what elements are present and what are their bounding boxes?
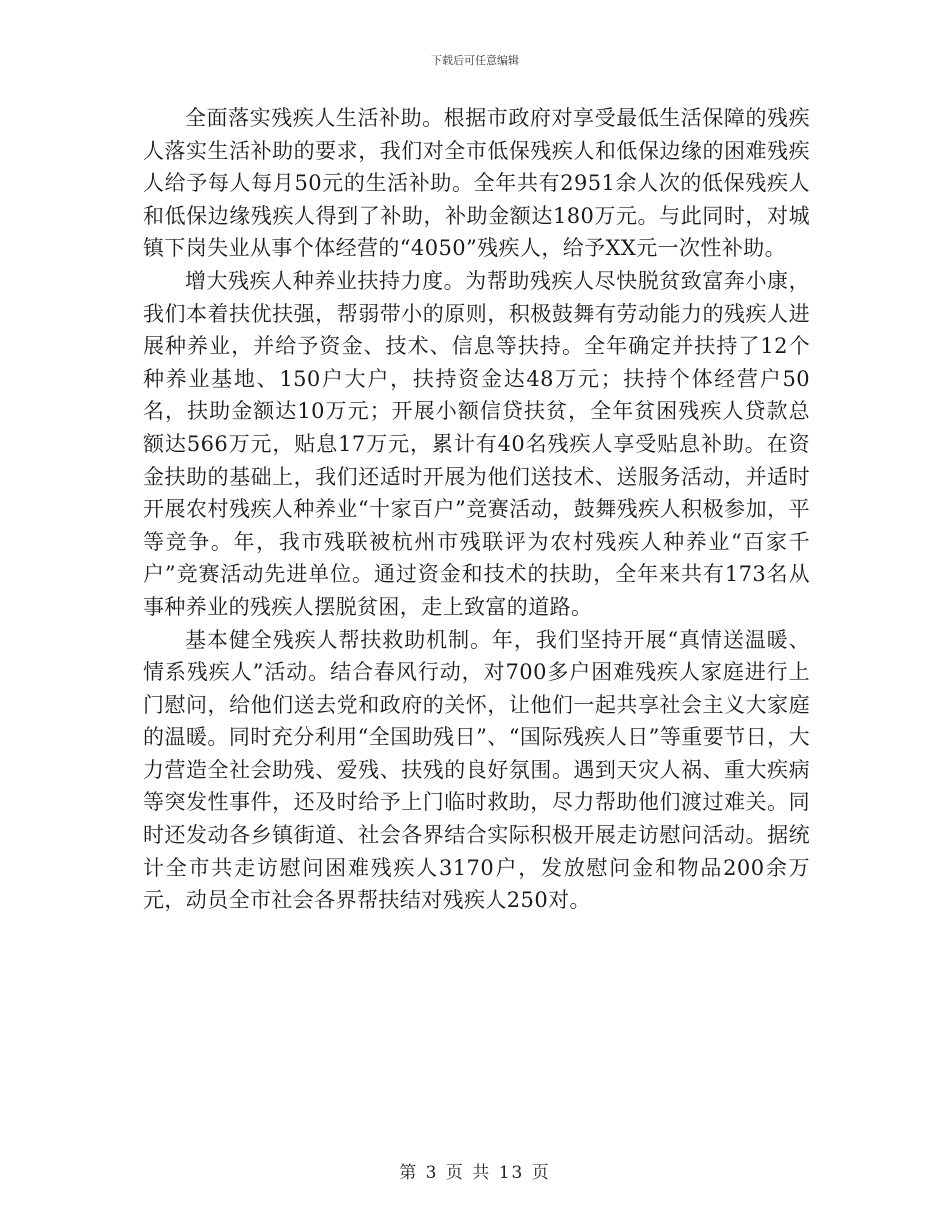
document-body xyxy=(143,102,810,917)
paragraph-assistance-mechanism: 基本健全残疾人帮扶救助机制。年，我们坚持开展“真情送温暖、情系残疾人”活动。结合春风行动，对700多户困难残疾人家庭进行上门慰问，给他们送去党和政府的关怀，让他们一起共享社会主义大家庭的温暖。同时充分利用“全国助残日”、“国际残疾人日”等重要节日，大力营造全社会助残、爱残、扶残的良好氛围。遇到天灾人祸、重大疾病等突发性事件，还及时给予上门临时救助，尽力帮助他们渡过难关。同时还发动各乡镇街道、社会各界结合实际积极开展走访慰问活动。据统计全市共走访慰问困难残疾人3170户，发放慰问金和物品200余万元，动员全市社会各界帮扶结对残疾人250对。 xyxy=(143,627,810,913)
page-number: 第 3 页 共 13 页 xyxy=(399,1163,551,1183)
paragraph-farming-support: 增大残疾人种养业扶持力度。为帮助残疾人尽快脱贫致富奔小康，我们本着扶优扶强，帮弱带小的原则，积极鼓舞有劳动能力的残疾人进展种养业，并给予资金、技术、信息等扶持。全年确定并扶持了12个种养业基地、150户大户，扶持资金达48万元；扶持个体经营户50名，扶助金额达10万元；开展小额信贷扶贫，全年贫困残疾人贷款总额达566万元，贴息17万元，累计有40名残疾人享受贴息补助。在资金扶助的基础上，我们还适时开展为他们送技术、送服务活动，并适时开展农村残疾人种养业“十家百户”竞赛活动，鼓舞残疾人积极参加，平等竞争。年，我市残联被杭州市残联评为农村残疾人种养业“百家千户”竞赛活动先进单位。通过资金和技术的扶助，全年来共有173名从事种养业的残疾人摆脱贫困，走上致富的道路。 xyxy=(143,268,810,619)
paragraph-living-subsidy: 全面落实残疾人生活补助。根据市政府对享受最低生活保障的残疾人落实生活补助的要求，我们对全市低保残疾人和低保边缘的困难残疾人给予每人每月50元的生活补助。全年共有2951余人次的低保残疾人和低保边缘残疾人得到了补助，补助金额达180万元。与此同时，对城镇下岗失业从事个体经营的“4050”残疾人，给予XX元一次性补助。 xyxy=(143,106,810,261)
header-note: 下载后可任意编辑 xyxy=(431,54,519,67)
